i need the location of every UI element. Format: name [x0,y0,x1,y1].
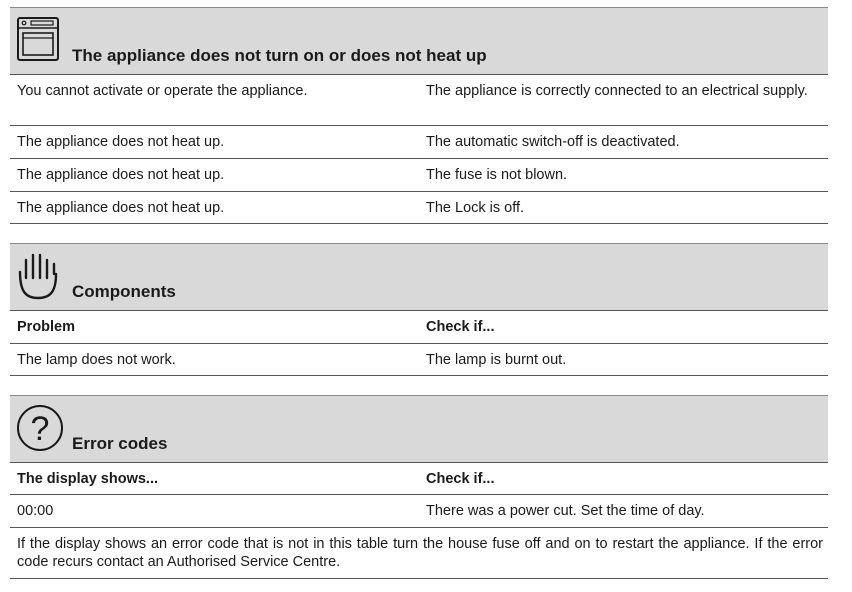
oven-icon [16,16,62,69]
section-header [10,243,828,311]
problem-cell: The appliance does not heat up. [17,200,225,216]
table-note-row [10,528,828,579]
column-header-check: Check if... [426,319,495,335]
hand-icon [16,250,62,307]
check-cell: There was a power cut. Set the time of day. [426,503,705,519]
column-header-problem: Problem [17,319,76,335]
column-header-display: The display shows... [17,471,159,487]
section-header [10,7,828,75]
table-row [10,192,828,224]
check-cell: The automatic switch-off is deactivated. [426,134,680,150]
check-cell: The fuse is not blown. [426,167,568,183]
table-header-row [10,463,828,495]
table-row [10,495,828,528]
question-mark-icon [16,404,64,457]
error-code-cell: 00:00 [17,503,54,519]
table-row [10,75,828,126]
section-title: The appliance does not turn on or does not heat up [72,46,487,65]
error-code-note: If the display shows an error code that is not in this table turn the house fuse off and on to restart the appliance. If the error code recurs contact an Authorised Service Centre. [17,536,823,570]
problem-cell: The appliance does not heat up. [17,167,225,183]
section-title: Error codes [72,434,168,453]
section-appliance-not-heating [10,7,828,224]
check-cell: The Lock is off. [426,200,525,216]
section-error-codes [10,395,828,579]
table-row [10,344,828,376]
table-row [10,126,828,159]
table-row [10,159,828,192]
column-header-check: Check if... [426,471,495,487]
section-title: Components [72,282,176,301]
check-cell: The lamp is burnt out. [426,352,567,368]
section-header [10,395,828,463]
problem-cell: You cannot activate or operate the appliance. [17,83,308,99]
problem-cell: The appliance does not heat up. [17,134,225,150]
section-components [10,243,828,376]
problem-cell: The lamp does not work. [17,352,176,368]
svg-text:?: ? [30,410,50,448]
table-header-row [10,311,828,344]
check-cell: The appliance is correctly connected to an electrical supply. [426,83,808,99]
